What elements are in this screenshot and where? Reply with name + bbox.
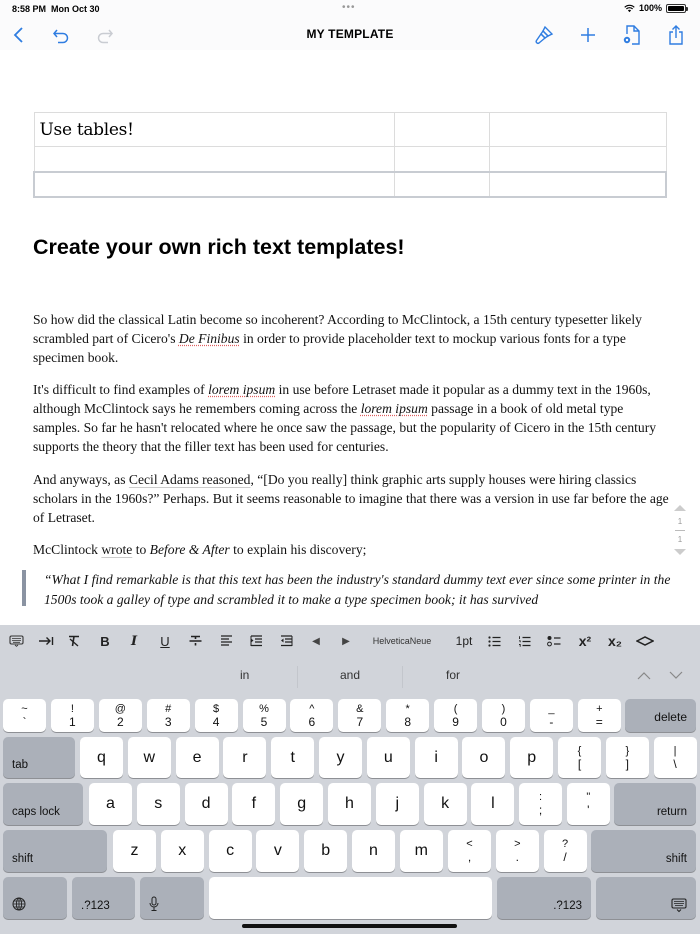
key-bottom-label: ; bbox=[538, 803, 543, 817]
hide-keyboard-button[interactable] bbox=[7, 631, 25, 651]
delete-key[interactable] bbox=[625, 699, 696, 732]
italic-text-run: lorem ipsum bbox=[360, 401, 428, 416]
key-top-label: ! bbox=[70, 702, 74, 715]
key-letter[interactable]: l bbox=[471, 783, 514, 825]
globe-icon bbox=[12, 897, 26, 911]
key-bottom-label: 9 bbox=[452, 714, 459, 729]
code-icon bbox=[636, 636, 654, 646]
prediction-down-button[interactable] bbox=[669, 667, 683, 683]
key-symbol[interactable] bbox=[606, 737, 649, 778]
key-bottom-label: 6 bbox=[308, 714, 316, 729]
page-indicator bbox=[672, 505, 688, 555]
status-right bbox=[624, 3, 686, 13]
key-top-label: ^ bbox=[309, 702, 315, 715]
key-top-label: ( bbox=[453, 702, 458, 715]
clear-format-icon bbox=[67, 635, 81, 647]
key-letter[interactable]: n bbox=[352, 830, 395, 872]
indent-button[interactable] bbox=[247, 631, 265, 651]
page-down-icon[interactable] bbox=[674, 549, 686, 555]
key-symbol[interactable] bbox=[448, 830, 491, 872]
numbers-key-right[interactable] bbox=[497, 877, 591, 919]
italic-text-run: De Finibus bbox=[178, 331, 240, 346]
subscript-button[interactable]: x₂ bbox=[607, 633, 622, 649]
key-bottom-label: 2 bbox=[116, 714, 124, 729]
multitasking-dots-icon[interactable]: ••• bbox=[342, 2, 356, 13]
table-cell[interactable] bbox=[489, 172, 666, 197]
key-label: .?123 bbox=[553, 900, 582, 912]
key-number[interactable] bbox=[99, 699, 142, 732]
key-letter[interactable]: z bbox=[113, 830, 156, 872]
next-button[interactable] bbox=[339, 631, 353, 651]
key-letter[interactable]: c bbox=[209, 830, 252, 872]
caps-lock-key[interactable] bbox=[3, 783, 83, 825]
checklist-icon bbox=[547, 635, 561, 647]
key-letter[interactable]: o bbox=[462, 737, 505, 778]
key-label: delete bbox=[654, 710, 687, 724]
key-top-label: " bbox=[586, 791, 591, 803]
superscript-button[interactable]: x² bbox=[578, 633, 592, 649]
link[interactable]: wrote bbox=[101, 542, 133, 557]
key-number[interactable] bbox=[530, 699, 573, 732]
bullet-list-icon bbox=[488, 636, 501, 647]
key-top-label: } bbox=[625, 744, 630, 757]
paragraph bbox=[33, 470, 673, 527]
key-letter[interactable]: w bbox=[128, 737, 171, 778]
italic-text-run: lorem ipsum bbox=[208, 382, 276, 397]
status-date: Mon Oct 30 bbox=[51, 4, 100, 14]
shift-left-key[interactable] bbox=[3, 830, 107, 872]
key-letter[interactable]: a bbox=[89, 783, 132, 825]
key-top-label: $ bbox=[213, 702, 220, 715]
format-toolbar bbox=[0, 625, 700, 657]
key-bottom-label: 4 bbox=[212, 714, 220, 729]
tab-key[interactable] bbox=[3, 737, 75, 778]
key-label: caps lock bbox=[12, 806, 60, 818]
numbered-list-icon bbox=[518, 636, 531, 647]
tab-indent-icon bbox=[38, 636, 54, 646]
key-top-label: * bbox=[405, 702, 410, 715]
prev-icon: ◀ bbox=[312, 635, 320, 647]
bold-button[interactable]: B bbox=[100, 633, 110, 649]
text-run: , “[Do you really] think graphic arts supply houses were hiring classics scholars in the 1960s?” Perhaps. But it seems reasonable to imagine that there was a version in use far before the age of Letraset. bbox=[33, 472, 669, 525]
key-letter[interactable]: k bbox=[424, 783, 467, 825]
wifi-icon bbox=[624, 4, 635, 13]
key-symbol[interactable] bbox=[558, 737, 601, 778]
key-symbol[interactable] bbox=[654, 737, 697, 778]
key-number[interactable] bbox=[482, 699, 525, 732]
key-top-label: : bbox=[538, 791, 543, 803]
key-bottom-label: , bbox=[467, 850, 472, 864]
style-button[interactable] bbox=[531, 22, 557, 48]
key-label: .?123 bbox=[81, 900, 110, 912]
text-run: to bbox=[132, 542, 150, 557]
key-number[interactable] bbox=[3, 699, 46, 732]
text-run: in order to provide placeholder text to mockup various fonts for a type specimen book. bbox=[33, 331, 626, 365]
key-symbol[interactable] bbox=[519, 783, 562, 825]
key-letter[interactable]: q bbox=[80, 737, 123, 778]
text-run: to explain his discovery; bbox=[229, 542, 367, 557]
key-number[interactable] bbox=[290, 699, 333, 732]
key-bottom-label: ' bbox=[587, 803, 590, 817]
outdent-button[interactable] bbox=[277, 631, 295, 651]
key-letter[interactable]: i bbox=[415, 737, 458, 778]
key-number[interactable] bbox=[338, 699, 381, 732]
key-top-label: @ bbox=[114, 702, 126, 715]
align-left-button[interactable] bbox=[217, 631, 235, 651]
table-cell[interactable]: Use tables! bbox=[34, 113, 394, 147]
table-cell[interactable] bbox=[394, 147, 489, 172]
prediction-suggestion[interactable]: in bbox=[240, 668, 250, 682]
document-settings-button[interactable] bbox=[619, 22, 645, 48]
document-table[interactable] bbox=[33, 112, 667, 198]
key-number[interactable] bbox=[147, 699, 190, 732]
paragraph bbox=[33, 380, 673, 456]
page-title: MY TEMPLATE bbox=[306, 27, 394, 41]
document-settings-icon bbox=[622, 24, 642, 46]
key-top-label: { bbox=[577, 744, 582, 757]
table-cell[interactable] bbox=[34, 172, 394, 197]
code-button[interactable] bbox=[634, 631, 656, 651]
table-row-selected bbox=[34, 172, 666, 197]
italic-button[interactable]: I bbox=[130, 633, 138, 649]
table-row bbox=[34, 113, 666, 147]
return-key[interactable] bbox=[614, 783, 696, 825]
key-number[interactable] bbox=[578, 699, 621, 732]
share-icon bbox=[668, 25, 684, 45]
key-letter[interactable]: b bbox=[304, 830, 347, 872]
key-letter[interactable]: v bbox=[256, 830, 299, 872]
bullet-list-button[interactable] bbox=[486, 631, 502, 651]
key-letter[interactable]: r bbox=[223, 737, 266, 778]
paragraph bbox=[33, 310, 673, 367]
key-top-label: + bbox=[596, 702, 603, 715]
paragraph bbox=[33, 540, 673, 559]
table-cell[interactable] bbox=[489, 113, 666, 147]
key-label: shift bbox=[665, 853, 687, 865]
space-key[interactable] bbox=[209, 877, 492, 919]
document-heading: Create your own rich text templates! bbox=[33, 235, 405, 259]
key-bottom-label: 3 bbox=[164, 714, 172, 729]
indent-icon bbox=[250, 635, 263, 647]
text-run: So how did the classical Latin become so incoherent? According to McClintock, a 15th century typesetter likely scrambled part of Cicero's bbox=[33, 312, 642, 346]
key-letter[interactable]: g bbox=[280, 783, 323, 825]
italic-text-run: Before & After bbox=[149, 542, 230, 557]
share-button[interactable] bbox=[663, 22, 689, 48]
microphone-icon bbox=[149, 896, 159, 912]
table-cell[interactable] bbox=[34, 147, 394, 172]
keyboard-dismiss-icon bbox=[671, 898, 687, 913]
key-letter[interactable]: s bbox=[137, 783, 180, 825]
chevron-down-icon bbox=[669, 671, 683, 680]
checklist-button[interactable] bbox=[546, 631, 562, 651]
key-number[interactable] bbox=[434, 699, 477, 732]
key-bottom-label: 0 bbox=[500, 714, 507, 729]
key-letter[interactable]: y bbox=[319, 737, 362, 778]
key-number[interactable] bbox=[243, 699, 286, 732]
text-run: And anyways, as bbox=[33, 472, 129, 487]
key-bottom-label: ` bbox=[22, 714, 27, 729]
table-cell[interactable] bbox=[489, 147, 666, 172]
key-letter[interactable]: u bbox=[367, 737, 410, 778]
key-letter[interactable]: t bbox=[271, 737, 314, 778]
strikethrough-icon bbox=[189, 635, 202, 647]
table-cell[interactable] bbox=[394, 113, 489, 147]
key-symbol[interactable] bbox=[544, 830, 587, 872]
key-top-label: # bbox=[165, 702, 172, 715]
key-bottom-label: / bbox=[563, 850, 567, 864]
key-top-label: < bbox=[466, 838, 473, 850]
next-icon: ▶ bbox=[342, 635, 350, 647]
key-number[interactable] bbox=[195, 699, 238, 732]
key-top-label: & bbox=[356, 702, 364, 715]
text-run: in use before Letraset made it popular as a dummy text in the 1960s, although McClintock says he remembers coming across the bbox=[33, 382, 651, 416]
keyboard-icon bbox=[9, 635, 24, 647]
key-letter[interactable]: d bbox=[185, 783, 228, 825]
prediction-up-button[interactable] bbox=[637, 667, 651, 683]
page-up-icon[interactable] bbox=[674, 505, 686, 511]
key-label: tab bbox=[12, 759, 28, 771]
prediction-bar bbox=[0, 660, 700, 690]
strikethrough-button[interactable] bbox=[186, 631, 204, 651]
outdent-icon bbox=[280, 635, 293, 647]
table-row bbox=[34, 147, 666, 172]
key-bottom-label: [ bbox=[577, 756, 582, 771]
key-bottom-label: = bbox=[595, 714, 603, 729]
current-page: 1 bbox=[677, 517, 683, 526]
key-letter[interactable]: j bbox=[376, 783, 419, 825]
home-indicator[interactable] bbox=[242, 924, 457, 928]
key-top-label: > bbox=[514, 838, 521, 850]
battery-icon bbox=[666, 4, 686, 13]
numbers-key-left[interactable] bbox=[72, 877, 135, 919]
key-symbol[interactable] bbox=[496, 830, 539, 872]
keyboard-area bbox=[0, 625, 700, 934]
numbered-list-button[interactable] bbox=[516, 631, 532, 651]
paintbrush-icon bbox=[534, 25, 554, 45]
key-top-label: _ bbox=[548, 702, 555, 715]
total-pages: 1 bbox=[677, 535, 683, 544]
key-label: return bbox=[656, 806, 687, 818]
dictation-key[interactable] bbox=[140, 877, 204, 919]
prediction-suggestion[interactable]: and bbox=[340, 668, 361, 682]
navigation-bar bbox=[0, 18, 700, 50]
globe-key[interactable] bbox=[3, 877, 67, 919]
key-letter[interactable]: f bbox=[232, 783, 275, 825]
key-top-label: % bbox=[259, 702, 269, 715]
key-top-label: ) bbox=[501, 702, 506, 715]
underline-button[interactable]: U bbox=[160, 633, 170, 649]
dismiss-keyboard-key[interactable] bbox=[596, 877, 696, 919]
key-bottom-label: ] bbox=[625, 756, 629, 771]
shift-right-key[interactable] bbox=[591, 830, 696, 872]
font-size-picker[interactable]: 1pt bbox=[455, 634, 473, 648]
key-letter[interactable]: h bbox=[328, 783, 371, 825]
text-run: passage in a book of old metal type samples. So far he hasn't relocated where he once saw the passage, but the popularity of Cicero in the 15th century supports the theory that the filler text has been used for centuries. bbox=[33, 401, 657, 454]
key-label: shift bbox=[12, 853, 34, 865]
previous-button[interactable] bbox=[309, 631, 323, 651]
tab-indent-button[interactable] bbox=[36, 631, 56, 651]
key-letter[interactable]: e bbox=[176, 737, 219, 778]
align-left-icon bbox=[220, 635, 233, 647]
prediction-suggestion[interactable]: for bbox=[446, 668, 461, 682]
status-bar bbox=[0, 0, 700, 18]
key-bottom-label: 1 bbox=[69, 714, 76, 729]
blockquote: “What I find remarkable is that this text has been the industry's standard dummy text ever since some printer in the 1500s took a galley of type and scrambled it to make a type specimen book; it has survived bbox=[22, 570, 682, 606]
key-bottom-label: . bbox=[515, 850, 519, 864]
key-top-label: ? bbox=[562, 838, 569, 850]
plus-icon bbox=[580, 27, 596, 43]
key-letter[interactable]: p bbox=[510, 737, 553, 778]
key-number[interactable] bbox=[51, 699, 94, 732]
text-run: It's difficult to find examples of bbox=[33, 382, 209, 397]
key-bottom-label: 8 bbox=[404, 714, 412, 729]
clear-format-button[interactable] bbox=[65, 631, 83, 651]
chevron-up-icon bbox=[637, 671, 651, 680]
key-symbol[interactable] bbox=[567, 783, 610, 825]
key-letter[interactable]: x bbox=[161, 830, 204, 872]
battery-percent: 100% bbox=[638, 3, 662, 13]
document-editor[interactable] bbox=[0, 50, 700, 625]
add-button[interactable] bbox=[575, 22, 601, 48]
text-run: McClintock bbox=[33, 542, 102, 557]
key-top-label: ~ bbox=[21, 702, 28, 715]
key-bottom-label: 7 bbox=[356, 714, 364, 729]
key-bottom-label: 5 bbox=[260, 714, 268, 729]
link[interactable]: Cecil Adams reasoned bbox=[128, 472, 251, 487]
key-letter[interactable]: m bbox=[400, 830, 443, 872]
table-cell[interactable] bbox=[394, 172, 489, 197]
key-number[interactable] bbox=[386, 699, 429, 732]
font-picker[interactable]: HelveticaNeue bbox=[372, 636, 432, 646]
key-top-label: | bbox=[673, 744, 677, 757]
key-bottom-label: \ bbox=[673, 756, 677, 771]
status-time: 8:58 PM bbox=[12, 4, 47, 14]
key-bottom-label: - bbox=[549, 714, 554, 729]
